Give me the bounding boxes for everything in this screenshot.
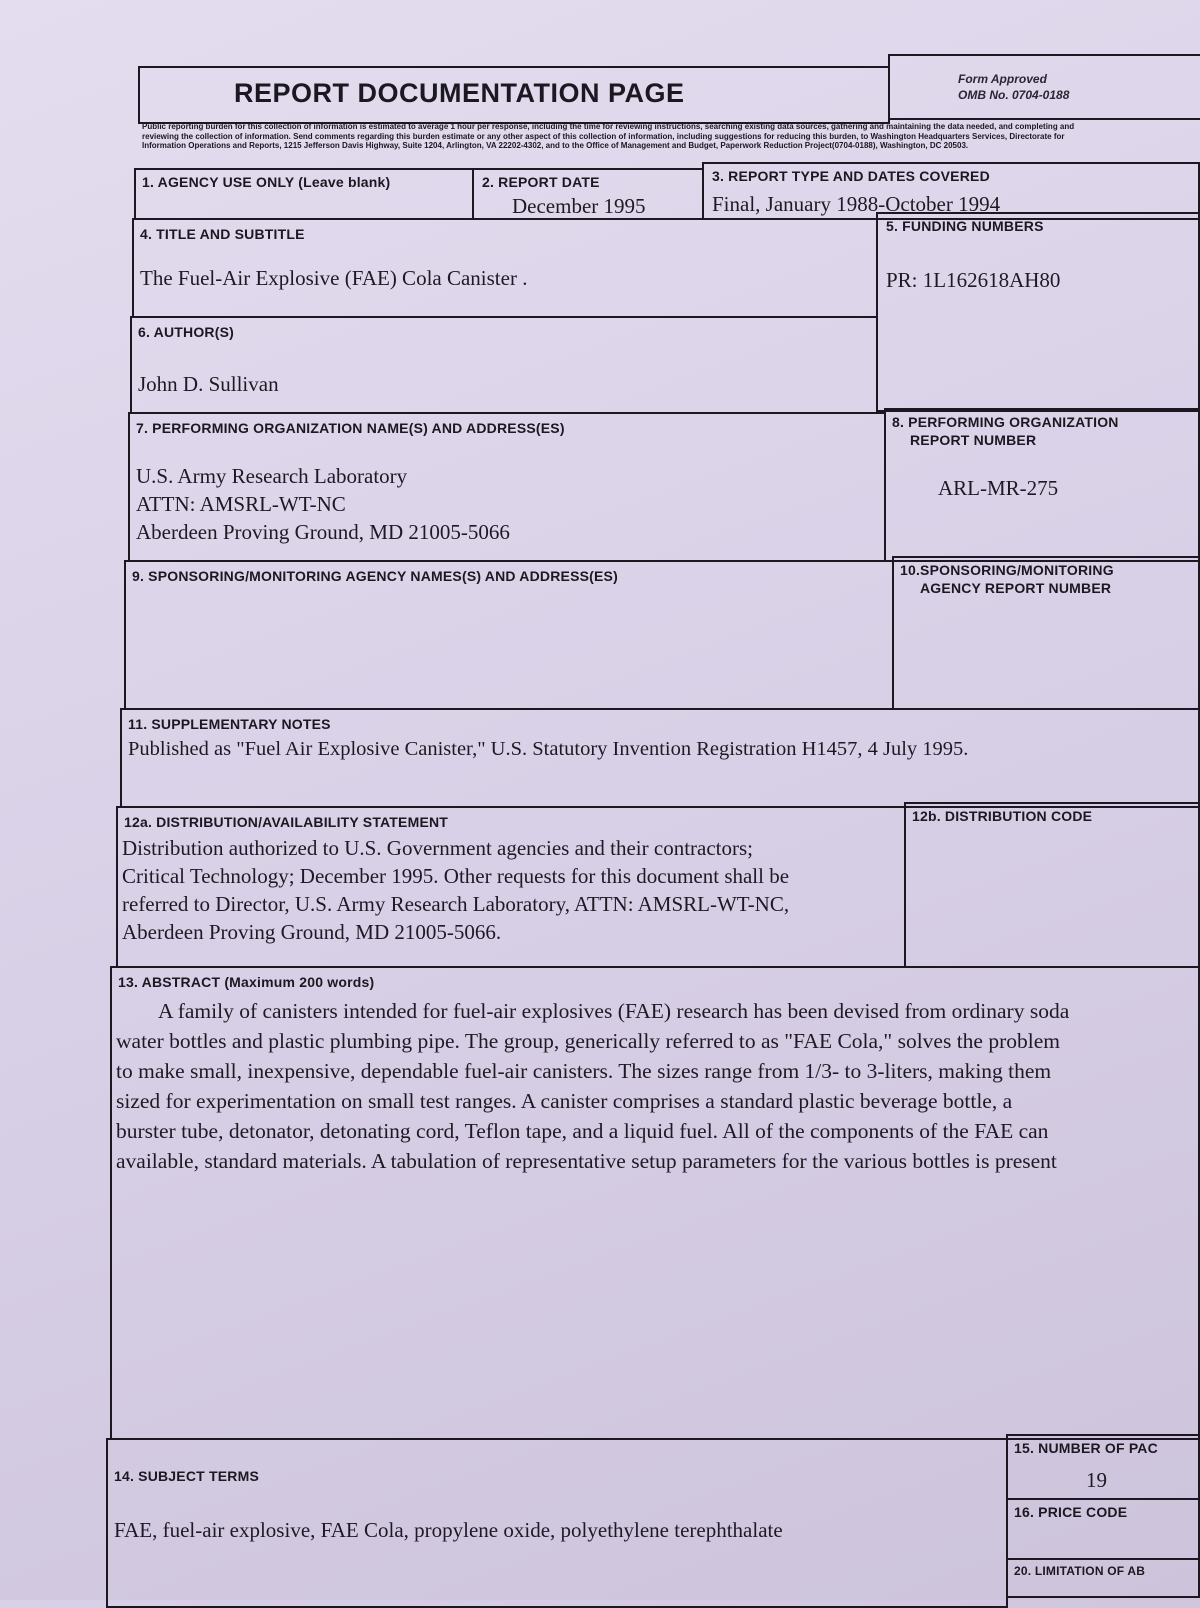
agency-use-label: 1. AGENCY USE ONLY (Leave blank) [142,174,391,190]
report-date-value: December 1995 [512,194,646,218]
funding-value: PR: 1L162618AH80 [886,268,1061,292]
subject-terms-value: FAE, fuel-air explosive, FAE Cola, propylene oxide, polyethylene terephthalate [114,1518,783,1542]
report-date-label: 2. REPORT DATE [482,174,600,190]
performing-report-value: ARL-MR-275 [938,476,1059,500]
distribution-line: Critical Technology; December 1995. Other requests for this document shall be [122,864,790,888]
sponsoring-label: 9. SPONSORING/MONITORING AGENCY NAMES(S) AND ADDRESS(ES) [132,568,618,584]
performing-org-label: 7. PERFORMING ORGANIZATION NAME(S) AND ADDRESS(ES) [136,420,565,436]
title-label: 4. TITLE AND SUBTITLE [140,226,305,242]
report-type-label: 3. REPORT TYPE AND DATES COVERED [712,168,990,184]
abstract-label: 13. ABSTRACT (Maximum 200 words) [118,974,375,990]
distribution-line: Aberdeen Proving Ground, MD 21005-5066. [122,920,502,944]
form-approved: Form Approved [958,72,1047,86]
report-type-value: Final, January 1988-October 1994 [712,192,1001,216]
distribution-line: referred to Director, U.S. Army Research Laboratory, ATTN: AMSRL-WT-NC, [122,892,790,916]
page-title: REPORT DOCUMENTATION PAGE [234,78,685,108]
field-funding [876,212,1200,412]
abstract-line: burster tube, detonator, detonating cord, Teflon tape, and a liquid fuel. All of the components of the FAE can [116,1119,1049,1143]
performing-org-line: U.S. Army Research Laboratory [136,464,408,488]
authors-label: 6. AUTHOR(S) [138,324,234,340]
omb-box [888,54,1200,120]
sponsoring-report-label: 10.SPONSORING/MONITORING [900,562,1114,578]
omb-number: OMB No. 0704-0188 [958,88,1070,102]
burden-note: Public reporting burden for this collection of information is estimated to average 1 hour per response, including the time for reviewing instructions, searching existing data sources, gathering and maintaining the data needed, and completing and reviewing the collection of information. Send comments regarding this burden estimate or any other aspect of this collection of information, including suggestions for reducing this burden, to Washington Headquarters Services, Directorate for Information Operations and Reports, 1215 Jefferson Davis Highway, Suite 1204, Arlington, VA 22202-4302, and to the Office of Management and Budget, Paperwork Reduction Project(0704-0188), Washington, DC 20503. [142,122,1075,150]
limitation-label: 20. LIMITATION OF AB [1014,1564,1146,1578]
abstract-text [110,996,1200,1176]
distribution-label: 12a. DISTRIBUTION/AVAILABILITY STATEMENT [124,814,449,830]
abstract-line: sized for experimentation on small test ranges. A canister comprises a standard plastic beverage bottle, a [116,1089,1013,1113]
authors-value: John D. Sullivan [138,372,279,396]
title-value: The Fuel-Air Explosive (FAE) Cola Canister . [140,266,528,290]
distribution-code-label: 12b. DISTRIBUTION CODE [912,808,1093,824]
sponsoring-report-label: AGENCY REPORT NUMBER [920,580,1112,596]
performing-report-label: 8. PERFORMING ORGANIZATION [892,414,1119,430]
performing-org-line: ATTN: AMSRL-WT-NC [136,492,346,516]
supplementary-value: Published as "Fuel Air Explosive Canister," U.S. Statutory Invention Registration H1457, 4 July 1995. [128,738,969,760]
abstract-line: water bottles and plastic plumbing pipe. The group, generically referred to as "FAE Cola," solves the problem [116,1029,1060,1053]
price-code-label: 16. PRICE CODE [1014,1504,1128,1520]
abstract-line: A family of canisters intended for fuel-air explosives (FAE) research has been devised from ordinary soda [158,999,1070,1023]
abstract-line: to make small, inexpensive, dependable fuel-air canisters. The sizes range from 1/3- to 3-liters, making them [116,1059,1052,1083]
report-documentation-form [100,62,1200,1602]
field-authors [130,316,878,414]
performing-org-line: Aberdeen Proving Ground, MD 21005-5066 [136,520,510,544]
performing-report-label: REPORT NUMBER [910,432,1037,448]
field-distribution-code [904,802,1200,968]
funding-label: 5. FUNDING NUMBERS [886,218,1044,234]
abstract-line: available, standard materials. A tabulation of representative setup parameters for the various bottles is present [116,1149,1057,1173]
number-of-pages-value: 19 [1086,1468,1107,1492]
number-of-pages-label: 15. NUMBER OF PAC [1014,1440,1158,1456]
supplementary-label: 11. SUPPLEMENTARY NOTES [128,716,331,732]
distribution-line: Distribution authorized to U.S. Government agencies and their contractors; [122,836,753,860]
subject-terms-label: 14. SUBJECT TERMS [114,1468,259,1484]
